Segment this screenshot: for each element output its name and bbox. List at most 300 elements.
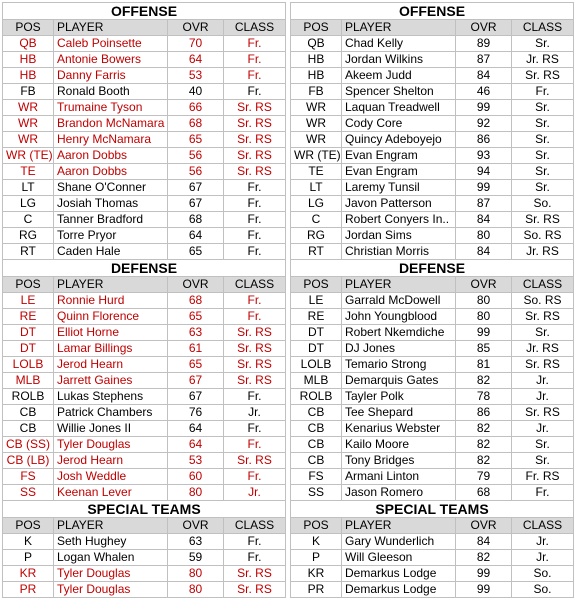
table-row bbox=[3, 116, 286, 132]
cell-ovr: 65 bbox=[168, 357, 224, 373]
table-row bbox=[291, 196, 574, 212]
cell-ovr: 63 bbox=[168, 534, 224, 550]
table-row bbox=[3, 566, 286, 582]
table-row bbox=[3, 373, 286, 389]
cell-player: Robert Conyers In.. bbox=[342, 212, 456, 228]
cell-player: Kailo Moore bbox=[342, 437, 456, 453]
cell-pos: HB bbox=[291, 52, 342, 68]
cell-ovr: 99 bbox=[456, 180, 512, 196]
cell-class: Sr. bbox=[512, 180, 574, 196]
cell-class: Fr. bbox=[224, 437, 286, 453]
table-row bbox=[3, 453, 286, 469]
cell-class: Fr. bbox=[224, 52, 286, 68]
cell-class: Sr. RS bbox=[224, 164, 286, 180]
cell-player: Javon Patterson bbox=[342, 196, 456, 212]
section-title: OFFENSE bbox=[3, 3, 286, 20]
cell-player: Tony Bridges bbox=[342, 453, 456, 469]
section-title: OFFENSE bbox=[291, 3, 574, 20]
cell-class: Sr. RS bbox=[512, 309, 574, 325]
cell-class: Sr. RS bbox=[224, 453, 286, 469]
cell-player: Demarquis Gates bbox=[342, 373, 456, 389]
header-player: PLAYER bbox=[54, 277, 168, 293]
cell-ovr: 82 bbox=[456, 453, 512, 469]
cell-player: Seth Hughey bbox=[54, 534, 168, 550]
table-row bbox=[291, 357, 574, 373]
header-pos: POS bbox=[3, 518, 54, 534]
cell-ovr: 64 bbox=[168, 437, 224, 453]
cell-pos: CB bbox=[291, 421, 342, 437]
cell-pos: LG bbox=[3, 196, 54, 212]
table-row bbox=[3, 212, 286, 228]
cell-player: Henry McNamara bbox=[54, 132, 168, 148]
cell-pos: FS bbox=[3, 469, 54, 485]
section-title-row bbox=[3, 501, 286, 518]
cell-player: John Youngblood bbox=[342, 309, 456, 325]
cell-player: Armani Linton bbox=[342, 469, 456, 485]
cell-pos: WR bbox=[3, 116, 54, 132]
table-row bbox=[291, 212, 574, 228]
cell-ovr: 64 bbox=[168, 421, 224, 437]
table-row bbox=[3, 437, 286, 453]
cell-player: Lukas Stephens bbox=[54, 389, 168, 405]
cell-ovr: 56 bbox=[168, 148, 224, 164]
cell-player: Josiah Thomas bbox=[54, 196, 168, 212]
cell-class: Sr. RS bbox=[512, 405, 574, 421]
cell-player: Evan Engram bbox=[342, 148, 456, 164]
cell-class: So. RS bbox=[512, 228, 574, 244]
cell-class: Sr. RS bbox=[224, 582, 286, 598]
cell-class: So. bbox=[512, 582, 574, 598]
cell-ovr: 99 bbox=[456, 100, 512, 116]
cell-class: So. bbox=[512, 196, 574, 212]
cell-ovr: 87 bbox=[456, 196, 512, 212]
cell-ovr: 80 bbox=[456, 293, 512, 309]
header-class: CLASS bbox=[224, 518, 286, 534]
cell-player: Laremy Tunsil bbox=[342, 180, 456, 196]
cell-pos: PR bbox=[3, 582, 54, 598]
column-header-row bbox=[291, 277, 574, 293]
cell-ovr: 99 bbox=[456, 566, 512, 582]
cell-class: Sr. RS bbox=[512, 357, 574, 373]
cell-class: Sr. bbox=[512, 437, 574, 453]
cell-ovr: 81 bbox=[456, 357, 512, 373]
cell-pos: LOLB bbox=[3, 357, 54, 373]
table-row bbox=[3, 534, 286, 550]
table-row bbox=[3, 244, 286, 260]
cell-player: Jerod Hearn bbox=[54, 453, 168, 469]
cell-player: Jarrett Gaines bbox=[54, 373, 168, 389]
cell-pos: LE bbox=[291, 293, 342, 309]
cell-player: Temario Strong bbox=[342, 357, 456, 373]
table-row bbox=[291, 341, 574, 357]
cell-class: Fr. bbox=[224, 293, 286, 309]
cell-player: Robert Nkemdiche bbox=[342, 325, 456, 341]
cell-ovr: 84 bbox=[456, 244, 512, 260]
header-class: CLASS bbox=[512, 518, 574, 534]
cell-player: Logan Whalen bbox=[54, 550, 168, 566]
cell-pos: CB bbox=[3, 405, 54, 421]
cell-player: Aaron Dobbs bbox=[54, 148, 168, 164]
cell-ovr: 68 bbox=[168, 212, 224, 228]
cell-class: Fr. bbox=[224, 534, 286, 550]
table-row bbox=[291, 148, 574, 164]
section-title-row bbox=[291, 3, 574, 20]
table-row bbox=[3, 52, 286, 68]
header-ovr: OVR bbox=[168, 20, 224, 36]
cell-player: Quinn Florence bbox=[54, 309, 168, 325]
cell-pos: DT bbox=[291, 325, 342, 341]
table-row bbox=[291, 373, 574, 389]
cell-ovr: 80 bbox=[168, 566, 224, 582]
cell-class: Sr. bbox=[512, 453, 574, 469]
cell-ovr: 61 bbox=[168, 341, 224, 357]
cell-pos: CB bbox=[291, 453, 342, 469]
cell-player: Tyler Douglas bbox=[54, 437, 168, 453]
cell-player: Caden Hale bbox=[54, 244, 168, 260]
cell-class: Fr. bbox=[224, 180, 286, 196]
cell-class: Fr. RS bbox=[512, 469, 574, 485]
table-row bbox=[3, 196, 286, 212]
cell-ovr: 46 bbox=[456, 84, 512, 100]
cell-ovr: 64 bbox=[168, 228, 224, 244]
cell-class: Sr. bbox=[512, 164, 574, 180]
table-row bbox=[3, 100, 286, 116]
cell-class: Fr. bbox=[224, 68, 286, 84]
cell-class: Sr. RS bbox=[224, 132, 286, 148]
header-player: PLAYER bbox=[342, 277, 456, 293]
table-row bbox=[291, 52, 574, 68]
table-row bbox=[3, 582, 286, 598]
cell-class: Jr. RS bbox=[512, 341, 574, 357]
cell-class: Sr. bbox=[512, 325, 574, 341]
cell-class: Jr. bbox=[224, 405, 286, 421]
cell-ovr: 82 bbox=[456, 421, 512, 437]
cell-pos: WR (TE) bbox=[3, 148, 54, 164]
cell-pos: RT bbox=[3, 244, 54, 260]
table-row bbox=[3, 164, 286, 180]
cell-player: Spencer Shelton bbox=[342, 84, 456, 100]
cell-class: Fr. bbox=[224, 244, 286, 260]
section-title-row bbox=[3, 3, 286, 20]
roster-table-left bbox=[2, 2, 285, 598]
table-row bbox=[3, 421, 286, 437]
cell-ovr: 85 bbox=[456, 341, 512, 357]
cell-pos: RG bbox=[3, 228, 54, 244]
header-class: CLASS bbox=[512, 277, 574, 293]
cell-player: Caleb Poinsette bbox=[54, 36, 168, 52]
cell-pos: WR bbox=[3, 100, 54, 116]
table-row bbox=[291, 421, 574, 437]
cell-ovr: 80 bbox=[168, 485, 224, 501]
cell-class: Sr. bbox=[512, 36, 574, 52]
table-row bbox=[291, 244, 574, 260]
cell-class: Sr. RS bbox=[224, 566, 286, 582]
cell-class: Sr. RS bbox=[512, 212, 574, 228]
section-title: DEFENSE bbox=[3, 260, 286, 277]
cell-ovr: 66 bbox=[168, 100, 224, 116]
header-class: CLASS bbox=[224, 277, 286, 293]
cell-player: Shane O'Conner bbox=[54, 180, 168, 196]
table-row bbox=[291, 405, 574, 421]
table-row bbox=[291, 293, 574, 309]
cell-player: Keenan Lever bbox=[54, 485, 168, 501]
table-row bbox=[3, 341, 286, 357]
table-row bbox=[3, 180, 286, 196]
cell-ovr: 67 bbox=[168, 180, 224, 196]
header-ovr: OVR bbox=[456, 518, 512, 534]
table-row bbox=[291, 582, 574, 598]
cell-ovr: 84 bbox=[456, 212, 512, 228]
cell-pos: C bbox=[3, 212, 54, 228]
cell-ovr: 99 bbox=[456, 582, 512, 598]
cell-pos: HB bbox=[3, 52, 54, 68]
cell-class: Sr. bbox=[512, 100, 574, 116]
table-row bbox=[3, 132, 286, 148]
cell-player: Elliot Horne bbox=[54, 325, 168, 341]
cell-ovr: 53 bbox=[168, 68, 224, 84]
cell-ovr: 84 bbox=[456, 68, 512, 84]
section-title: DEFENSE bbox=[291, 260, 574, 277]
cell-pos: P bbox=[291, 550, 342, 566]
table-row bbox=[291, 180, 574, 196]
table-row bbox=[3, 389, 286, 405]
cell-player: Brandon McNamara bbox=[54, 116, 168, 132]
cell-class: Sr. RS bbox=[224, 100, 286, 116]
cell-pos: RE bbox=[291, 309, 342, 325]
section-title: SPECIAL TEAMS bbox=[291, 501, 574, 518]
cell-player: Jason Romero bbox=[342, 485, 456, 501]
table-row bbox=[291, 132, 574, 148]
table-row bbox=[3, 357, 286, 373]
cell-ovr: 82 bbox=[456, 550, 512, 566]
cell-player: Kenarius Webster bbox=[342, 421, 456, 437]
cell-pos: CB bbox=[3, 421, 54, 437]
cell-player: Torre Pryor bbox=[54, 228, 168, 244]
cell-class: So. RS bbox=[512, 293, 574, 309]
table-row bbox=[291, 84, 574, 100]
cell-class: Fr. bbox=[224, 421, 286, 437]
cell-player: Demarkus Lodge bbox=[342, 566, 456, 582]
cell-class: Fr. bbox=[224, 550, 286, 566]
table-row bbox=[291, 325, 574, 341]
cell-pos: LOLB bbox=[291, 357, 342, 373]
cell-pos: WR bbox=[291, 132, 342, 148]
cell-ovr: 92 bbox=[456, 116, 512, 132]
cell-ovr: 68 bbox=[456, 485, 512, 501]
cell-ovr: 68 bbox=[168, 293, 224, 309]
roster-grid bbox=[290, 2, 574, 598]
cell-player: Tyler Douglas bbox=[54, 582, 168, 598]
cell-pos: TE bbox=[3, 164, 54, 180]
header-ovr: OVR bbox=[456, 277, 512, 293]
cell-pos: C bbox=[291, 212, 342, 228]
cell-player: Patrick Chambers bbox=[54, 405, 168, 421]
cell-player: Demarkus Lodge bbox=[342, 582, 456, 598]
header-pos: POS bbox=[291, 518, 342, 534]
cell-pos: RT bbox=[291, 244, 342, 260]
cell-ovr: 79 bbox=[456, 469, 512, 485]
cell-pos: LE bbox=[3, 293, 54, 309]
header-ovr: OVR bbox=[168, 277, 224, 293]
cell-ovr: 65 bbox=[168, 132, 224, 148]
cell-pos: P bbox=[3, 550, 54, 566]
cell-player: Josh Weddle bbox=[54, 469, 168, 485]
table-row bbox=[291, 100, 574, 116]
cell-pos: PR bbox=[291, 582, 342, 598]
header-class: CLASS bbox=[224, 20, 286, 36]
table-row bbox=[291, 36, 574, 52]
cell-ovr: 80 bbox=[456, 309, 512, 325]
cell-class: Sr. RS bbox=[224, 148, 286, 164]
cell-class: Sr. bbox=[512, 148, 574, 164]
cell-player: Tayler Polk bbox=[342, 389, 456, 405]
cell-class: Sr. RS bbox=[224, 325, 286, 341]
cell-pos: HB bbox=[291, 68, 342, 84]
cell-player: Aaron Dobbs bbox=[54, 164, 168, 180]
column-header-row bbox=[3, 518, 286, 534]
cell-player: Garrald McDowell bbox=[342, 293, 456, 309]
cell-class: Sr. RS bbox=[224, 341, 286, 357]
table-row bbox=[3, 325, 286, 341]
cell-ovr: 82 bbox=[456, 437, 512, 453]
cell-ovr: 87 bbox=[456, 52, 512, 68]
cell-pos: CB (LB) bbox=[3, 453, 54, 469]
cell-player: Quincy Adeboyejo bbox=[342, 132, 456, 148]
table-row bbox=[291, 453, 574, 469]
table-row bbox=[3, 148, 286, 164]
cell-pos: FB bbox=[291, 84, 342, 100]
cell-class: Fr. bbox=[224, 84, 286, 100]
table-row bbox=[291, 566, 574, 582]
cell-ovr: 70 bbox=[168, 36, 224, 52]
cell-ovr: 60 bbox=[168, 469, 224, 485]
header-ovr: OVR bbox=[456, 20, 512, 36]
table-row bbox=[291, 550, 574, 566]
table-row bbox=[3, 293, 286, 309]
cell-player: Chad Kelly bbox=[342, 36, 456, 52]
table-row bbox=[3, 405, 286, 421]
cell-pos: MLB bbox=[3, 373, 54, 389]
cell-player: Will Gleeson bbox=[342, 550, 456, 566]
table-row bbox=[291, 116, 574, 132]
cell-pos: CB bbox=[291, 437, 342, 453]
roster-grid bbox=[2, 2, 286, 598]
cell-ovr: 67 bbox=[168, 373, 224, 389]
cell-class: Jr. RS bbox=[512, 52, 574, 68]
cell-pos: K bbox=[3, 534, 54, 550]
cell-class: Sr. bbox=[512, 132, 574, 148]
table-row bbox=[291, 68, 574, 84]
cell-class: Jr. bbox=[224, 485, 286, 501]
cell-ovr: 86 bbox=[456, 132, 512, 148]
cell-pos: SS bbox=[291, 485, 342, 501]
table-row bbox=[3, 485, 286, 501]
cell-pos: DT bbox=[291, 341, 342, 357]
column-header-row bbox=[3, 20, 286, 36]
header-pos: POS bbox=[3, 20, 54, 36]
table-row bbox=[3, 228, 286, 244]
cell-class: Fr. bbox=[224, 389, 286, 405]
cell-pos: HB bbox=[3, 68, 54, 84]
table-row bbox=[3, 469, 286, 485]
roster-table-right bbox=[290, 2, 573, 598]
cell-pos: WR bbox=[291, 116, 342, 132]
cell-ovr: 40 bbox=[168, 84, 224, 100]
cell-ovr: 80 bbox=[168, 582, 224, 598]
cell-class: Jr. RS bbox=[512, 244, 574, 260]
cell-ovr: 59 bbox=[168, 550, 224, 566]
cell-pos: K bbox=[291, 534, 342, 550]
cell-class: Fr. bbox=[224, 212, 286, 228]
table-row bbox=[3, 550, 286, 566]
cell-class: Sr. bbox=[512, 116, 574, 132]
cell-ovr: 94 bbox=[456, 164, 512, 180]
table-row bbox=[3, 309, 286, 325]
cell-player: Akeem Judd bbox=[342, 68, 456, 84]
cell-player: Ronnie Hurd bbox=[54, 293, 168, 309]
cell-player: DJ Jones bbox=[342, 341, 456, 357]
cell-class: Jr. bbox=[512, 389, 574, 405]
table-row bbox=[291, 309, 574, 325]
cell-ovr: 67 bbox=[168, 389, 224, 405]
cell-ovr: 78 bbox=[456, 389, 512, 405]
table-row bbox=[291, 485, 574, 501]
cell-ovr: 86 bbox=[456, 405, 512, 421]
cell-pos: CB bbox=[291, 405, 342, 421]
section-title-row bbox=[291, 501, 574, 518]
cell-pos: WR (TE) bbox=[291, 148, 342, 164]
cell-player: Trumaine Tyson bbox=[54, 100, 168, 116]
cell-player: Christian Morris bbox=[342, 244, 456, 260]
header-player: PLAYER bbox=[342, 518, 456, 534]
cell-player: Tanner Bradford bbox=[54, 212, 168, 228]
cell-pos: ROLB bbox=[3, 389, 54, 405]
cell-pos: TE bbox=[291, 164, 342, 180]
section-title-row bbox=[3, 260, 286, 277]
header-pos: POS bbox=[3, 277, 54, 293]
header-pos: POS bbox=[291, 277, 342, 293]
cell-pos: LG bbox=[291, 196, 342, 212]
cell-player: Jordan Sims bbox=[342, 228, 456, 244]
table-row bbox=[291, 437, 574, 453]
cell-player: Jerod Hearn bbox=[54, 357, 168, 373]
cell-class: Fr. bbox=[512, 84, 574, 100]
cell-class: Jr. bbox=[512, 373, 574, 389]
cell-ovr: 53 bbox=[168, 453, 224, 469]
cell-pos: FB bbox=[3, 84, 54, 100]
cell-class: Sr. RS bbox=[224, 373, 286, 389]
cell-ovr: 63 bbox=[168, 325, 224, 341]
header-player: PLAYER bbox=[54, 518, 168, 534]
cell-class: Fr. bbox=[224, 36, 286, 52]
cell-pos: FS bbox=[291, 469, 342, 485]
cell-class: So. bbox=[512, 566, 574, 582]
column-header-row bbox=[3, 277, 286, 293]
table-row bbox=[3, 36, 286, 52]
cell-player: Evan Engram bbox=[342, 164, 456, 180]
cell-pos: SS bbox=[3, 485, 54, 501]
cell-pos: LT bbox=[3, 180, 54, 196]
cell-ovr: 99 bbox=[456, 325, 512, 341]
cell-ovr: 68 bbox=[168, 116, 224, 132]
cell-pos: CB (SS) bbox=[3, 437, 54, 453]
cell-player: Willie Jones II bbox=[54, 421, 168, 437]
cell-ovr: 65 bbox=[168, 244, 224, 260]
cell-class: Fr. bbox=[224, 228, 286, 244]
table-row bbox=[291, 228, 574, 244]
cell-class: Jr. bbox=[512, 550, 574, 566]
cell-pos: ROLB bbox=[291, 389, 342, 405]
